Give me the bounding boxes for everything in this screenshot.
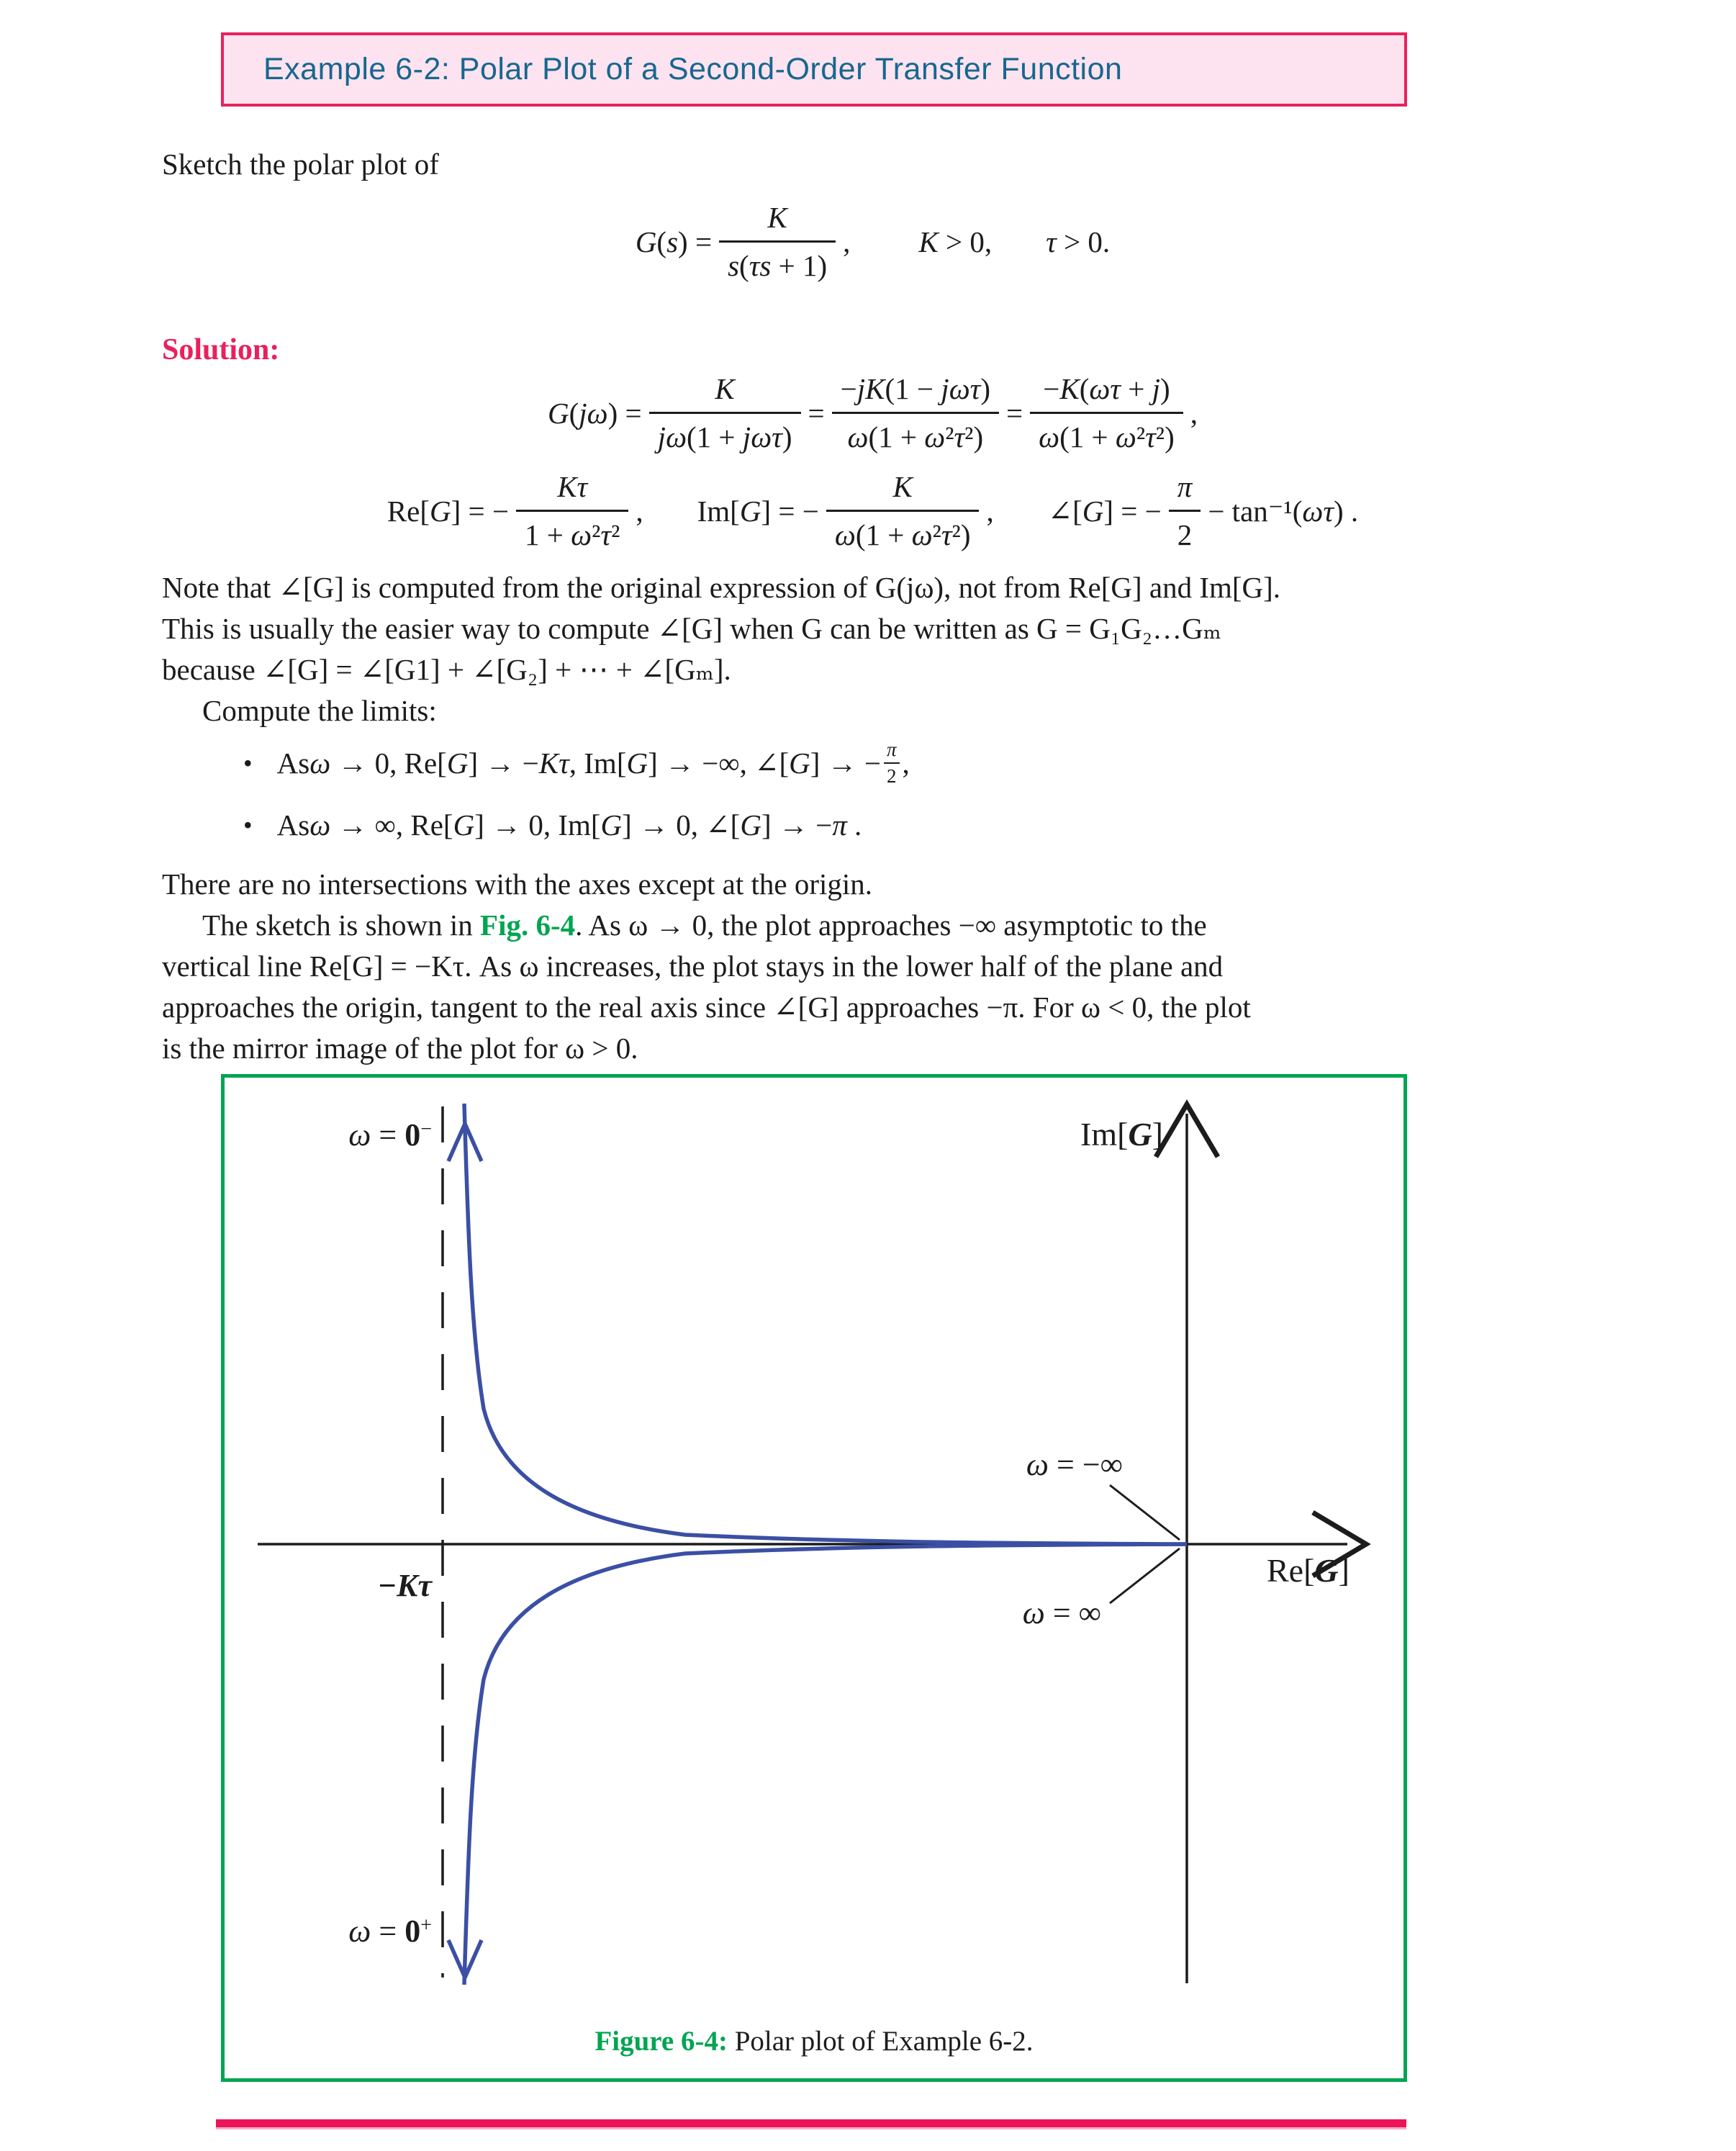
compute-limits-line: Compute the limits: (202, 694, 437, 727)
equation-gjw (162, 371, 1583, 454)
eq-im-fraction: $\frac{K}{\text{ω(1 + ω²τ²)}}$ (826, 469, 980, 552)
intro-text: Sketch the polar plot of (162, 148, 439, 181)
omega-pos-inf-pointer-line (1110, 1548, 1180, 1603)
bottom-rule (216, 2119, 1406, 2129)
closing-line-4: approaches the origin, tangent to the real axis since ∠[G] approaches −π. For ω < 0, the plot (162, 991, 1251, 1024)
equation-re-im-angle: Re[G] = − $\frac{K\tau}{\text{1 + ω²τ²}}$ , Im[G] = − $\frac{K}{\text{ω(1 + ω²τ²)}}$ , ∠[G] = − $\frac{\pi}{2}$ − tan⁻¹(ωτ) . (386, 470, 1359, 551)
limit-bullet-1: • As ω → 0, Re[G] → −Kτ, Im[G] → −∞, ∠[G] → − $\frac{\pi}{2}$ , (243, 739, 910, 787)
figure-caption (225, 2025, 1403, 2057)
label-neg-ktau: −Kτ (377, 1568, 432, 1603)
eq-gjw-eq2: = (1006, 396, 1023, 430)
eq-gjw-comma: , (1190, 396, 1198, 430)
bullet-icon: • (243, 811, 253, 839)
label-im-axis: Im[G] (1080, 1116, 1163, 1153)
eq-re-lhs: Re[G] = − (386, 494, 510, 528)
eq-gjw-frac1: $\frac{K}{\text{jω(1 + jωτ)}}$ (649, 371, 801, 454)
example-title: Example 6-2: Polar Plot of a Second-Order Transfer Function (263, 52, 1123, 86)
eq-gjw-eq1: = (808, 396, 825, 430)
limit-bullet-2: • As ω → ∞, Re[G] → 0, Im[G] → 0, ∠[G] → −π . (243, 808, 862, 842)
label-omega-zero-plus: ω = 0+ (348, 1913, 432, 1949)
eq-gs-fraction: $\frac{K}{s(\tau s + 1)}$ (719, 200, 836, 283)
eq-im-lhs: Im[G] = − (697, 494, 819, 528)
label-re-axis: Re[G] (1267, 1552, 1350, 1589)
figure-caption-label: Figure 6-4: (595, 2026, 728, 2057)
closing-line-1: There are no intersections with the axes except at the origin. (162, 867, 873, 901)
closing-line-5: is the mirror image of the plot for ω > 0. (162, 1032, 638, 1065)
note-line-2: This is usually the easier way to compute ∠[G] when G can be written as G = G₁G₂…Gₘ (162, 612, 1221, 645)
eq-angle-lhs: ∠[G] = − (1047, 494, 1162, 528)
eq-angle-rest: − tan⁻¹(ωτ) . (1208, 494, 1359, 528)
label-omega-zero-minus: ω = 0− (348, 1117, 432, 1153)
label-omega-neg-inf: ω = −∞ (1026, 1447, 1123, 1482)
example-title-box (221, 32, 1407, 107)
eq-gs-comma: , (843, 225, 851, 258)
eq-gs-lhs: G(s) = (635, 225, 713, 258)
figure-6-4-box (221, 1074, 1407, 2082)
figure-caption-text: Polar plot of Example 6-2. (727, 2026, 1034, 2057)
closing-paragraph (162, 864, 1583, 1069)
eq-gjw-lhs: G(jω) = (548, 396, 642, 430)
eq-gs-cond1: K > 0, (918, 225, 993, 258)
eq-gs-cond2: τ > 0. (1046, 225, 1111, 258)
closing-line-3: vertical line Re[G] = −Kτ. As ω increases, the plot stays in the lower half of the plane and (162, 950, 1224, 983)
equation-gs (162, 200, 1583, 283)
label-omega-pos-inf: ω = ∞ (1022, 1595, 1101, 1631)
figure-reference: Fig. 6-4 (480, 908, 576, 942)
bullet-icon: • (243, 749, 253, 777)
closing-line-2: The sketch is shown in Fig. 6-4. As ω → 0, the plot approaches −∞ asymptotic to the (202, 908, 1207, 942)
omega-neg-inf-pointer-line (1110, 1485, 1180, 1540)
eq-angle-fraction: $\frac{\pi}{2}$ (1169, 469, 1201, 552)
eq-re-fraction: $\frac{K\tau}{\text{1 + ω²τ²}}$ (516, 469, 628, 552)
note-line-3: because ∠[G] = ∠[G1] + ∠[G₂] + ⋯ + ∠[Gₘ]. (162, 653, 731, 686)
eq-gjw-frac2: $\frac{\text{−jK(1 − jωτ)}}{\text{ω(1 + ω²τ²)}}$ (832, 371, 999, 454)
pi-over-2-fraction: $\frac{\pi}{2}$ (884, 740, 900, 786)
note-paragraph (162, 567, 1583, 731)
note-line-1: Note that ∠[G] is computed from the original expression of G(jω), not from Re[G] and Im[G]. (162, 571, 1281, 604)
solution-label: Solution: (162, 333, 280, 366)
eq-gjw-frac3: $\frac{-K(\omega\tau + j)}{\text{ω(1 + ω²τ²)}}$ (1030, 371, 1183, 454)
